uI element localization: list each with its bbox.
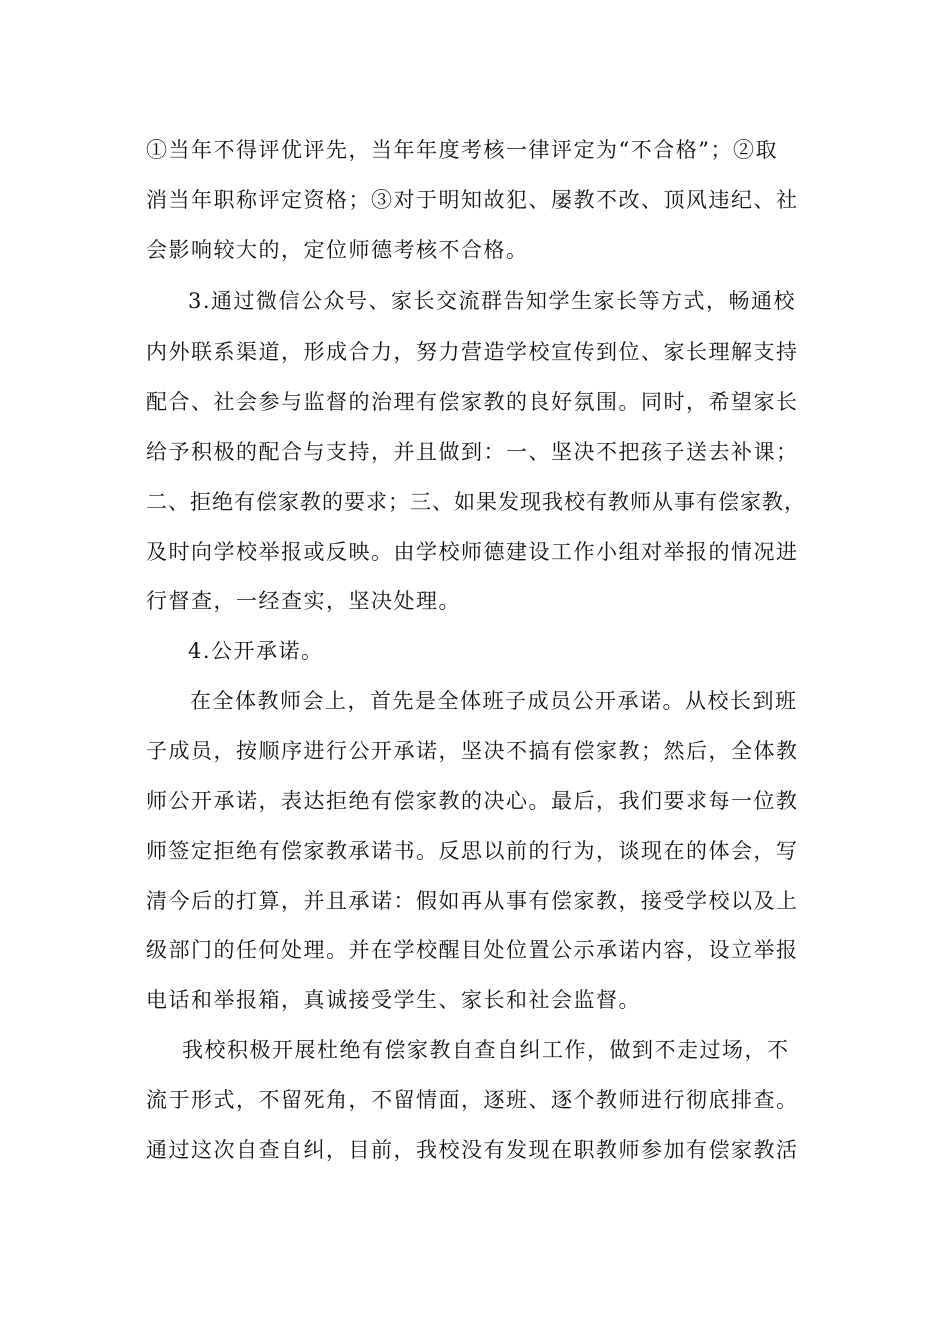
text-line: 通过这次自查自纠，目前，我校没有发现在职教师参加有偿家教活 [146,1138,799,1162]
text-line: 消当年职称评定资格；③对于明知故犯、屡教不改、顶风违纪、社 [146,188,799,212]
text-line: ①当年不得评优评先，当年年度考核一律评定为“不合格”；②取 [146,138,778,162]
text-line: 级部门的任何处理。并在学校醒目处位置公示承诺内容，设立举报 [146,938,799,962]
text-line: 师签定拒绝有偿家教承诺书。反思以前的行为，谈现在的体会，写 [146,839,799,863]
text-line: 行督查，一经查实，坚决处理。 [146,589,461,613]
text-line: 3.通过微信公众号、家长交流群告知学生家长等方式，畅通校 [188,289,797,313]
text-line: 子成员，按顺序进行公开承诺，坚决不搞有偿家教；然后，全体教 [146,739,799,763]
text-line: 给予积极的配合与支持，并且做到：一、坚决不把孩子送去补课； [146,440,799,464]
text-line: 内外联系渠道，形成合力，努力营造学校宣传到位、家长理解支持 [146,340,799,364]
text-line: 二、拒绝有偿家教的要求；三、如果发现我校有教师从事有偿家教， [146,490,806,514]
text-line: 我校积极开展杜绝有偿家教自查自纠工作，做到不走过场，不 [182,1038,790,1062]
text-line: 配合、社会参与监督的治理有偿家教的良好氛围。同时，希望家长 [146,390,799,414]
text-line: 及时向学校举报或反映。由学校师德建设工作小组对举报的情况进 [146,540,799,564]
text-line: 在全体教师会上，首先是全体班子成员公开承诺。从校长到班 [190,689,798,713]
text-line: 会影响较大的，定位师德考核不合格。 [146,238,529,262]
text-line: 流于形式，不留死角，不留情面，逐班、逐个教师进行彻底排查。 [146,1088,799,1112]
text-line: 清今后的打算，并且承诺：假如再从事有偿家教，接受学校以及上 [146,889,799,913]
text-line: 师公开承诺，表达拒绝有偿家教的决心。最后，我们要求每一位教 [146,789,799,813]
text-line: 电话和举报箱，真诚接受学生、家长和社会监督。 [146,988,641,1012]
section-heading: 4.公开承诺。 [188,639,324,663]
